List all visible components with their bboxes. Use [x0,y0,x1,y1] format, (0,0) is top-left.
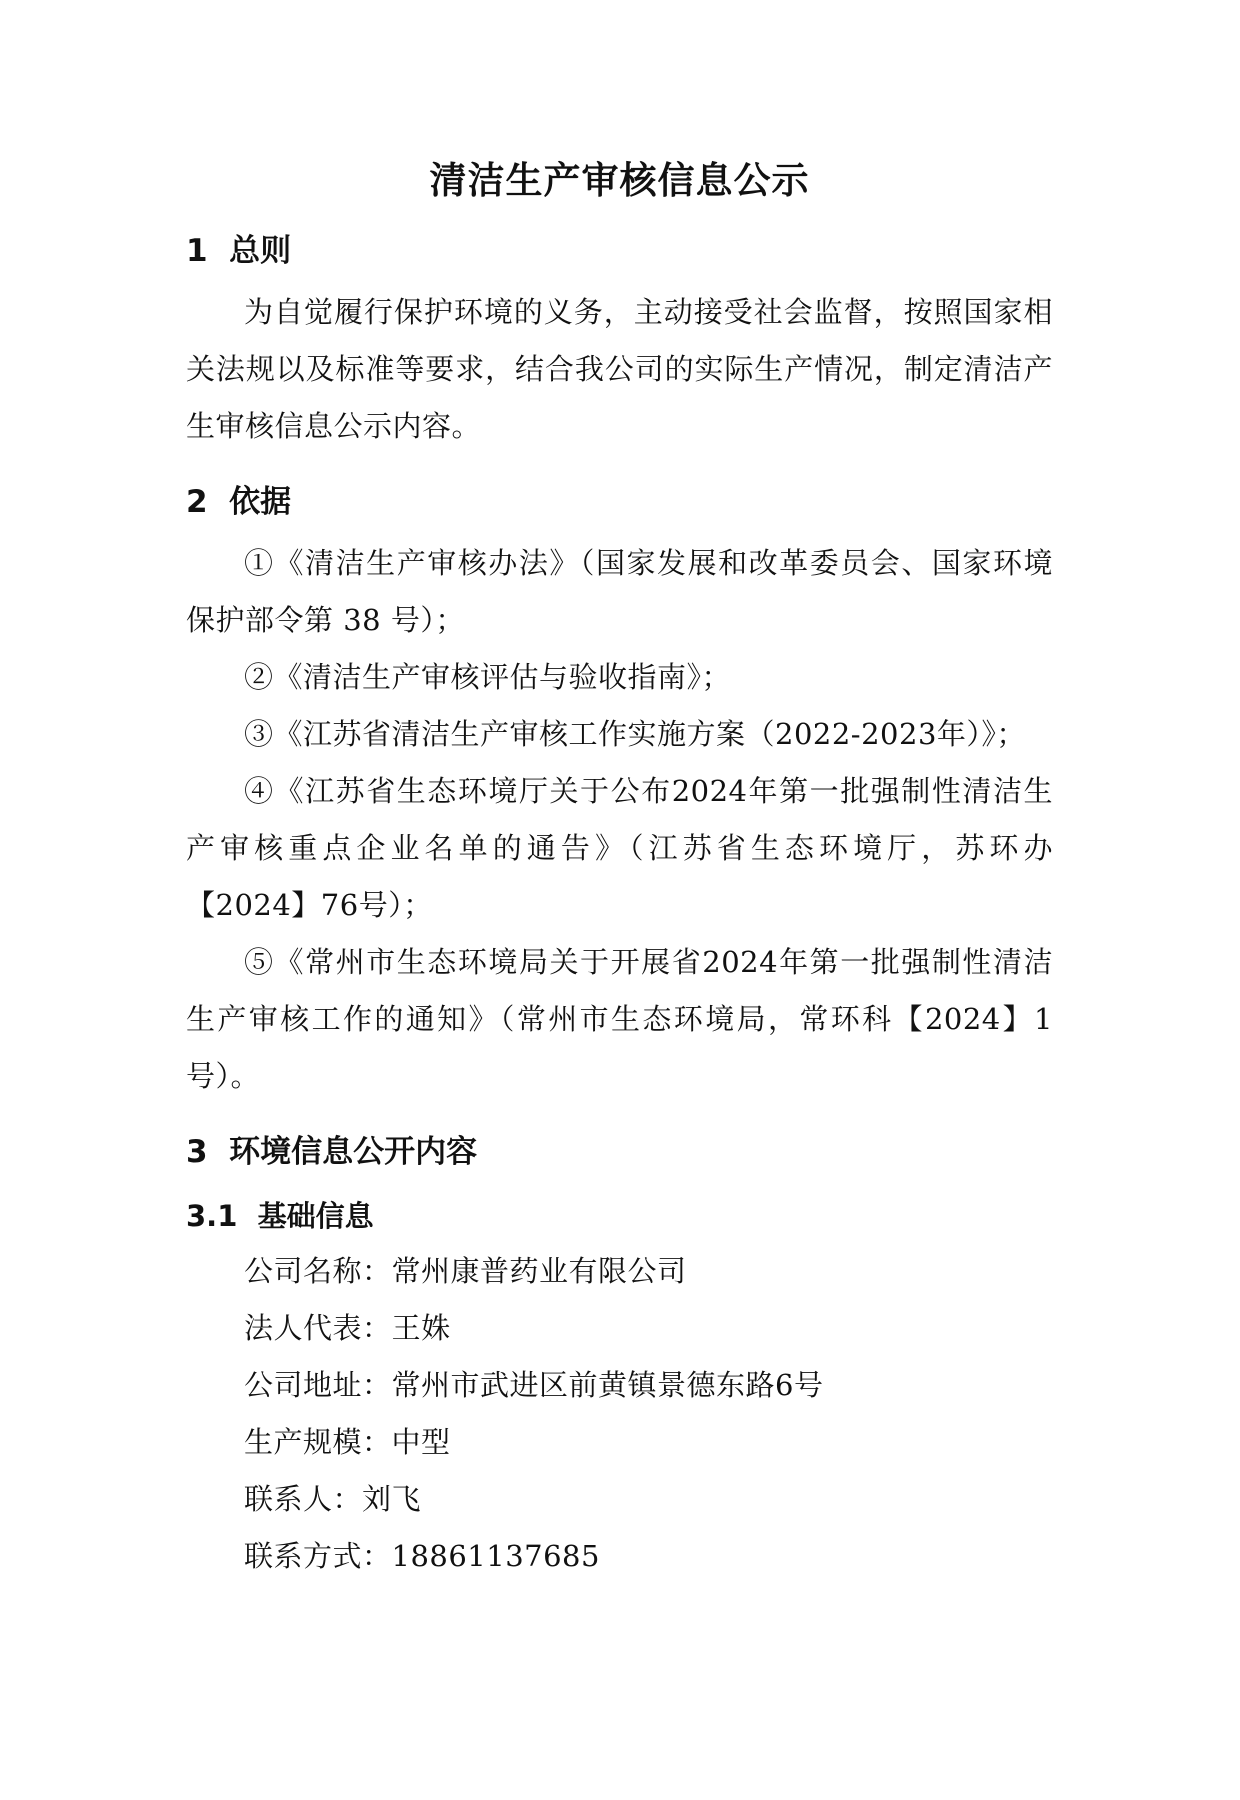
basis-item-2: ②《清洁生产审核评估与验收指南》； [244,660,732,694]
section-1-paragraph: 为自觉履行保护环境的义务，主动接受社会监督，按照国家相关法规以及标准等要求，结合我公司的实际生产情况，制定清洁产生审核信息公示内容。 [186,295,1053,443]
info-line-company-address: 公司地址：常州市武进区前黄镇景德东路6号 [244,1368,824,1402]
document-title: 清洁生产审核信息公示 [429,159,810,202]
basis-item-3: ③《江苏省清洁生产审核工作实施方案（2022-2023年）》； [244,717,1026,751]
info-line-company-name: 公司名称：常州康普药业有限公司 [244,1254,687,1288]
basis-item-1: ①《清洁生产审核办法》（国家发展和改革委员会、国家环境保护部令第 38 号）； [186,546,1053,637]
info-line-contact-person: 联系人：刘飞 [244,1482,422,1516]
info-line-production-scale: 生产规模：中型 [244,1425,451,1459]
section-3-1-heading: 3.1 基础信息 [186,1199,374,1233]
info-line-legal-representative: 法人代表：王姝 [244,1311,451,1345]
section-3-heading: 3 环境信息公开内容 [186,1134,478,1170]
section-1-heading: 1 总则 [186,233,292,269]
info-line-contact-phone: 联系方式：18861137685 [244,1539,600,1573]
section-2-heading: 2 依据 [186,484,292,520]
basis-item-5: ⑤《常州市生态环境局关于开展省2024年第一批强制性清洁生产审核工作的通知》（常州市生态环境局，常环科【2024】1号）。 [186,945,1053,1093]
basis-item-4: ④《江苏省生态环境厅关于公布2024年第一批强制性清洁生产审核重点企业名单的通告》（江苏省生态环境厅，苏环办【2024】76号）； [186,774,1053,922]
